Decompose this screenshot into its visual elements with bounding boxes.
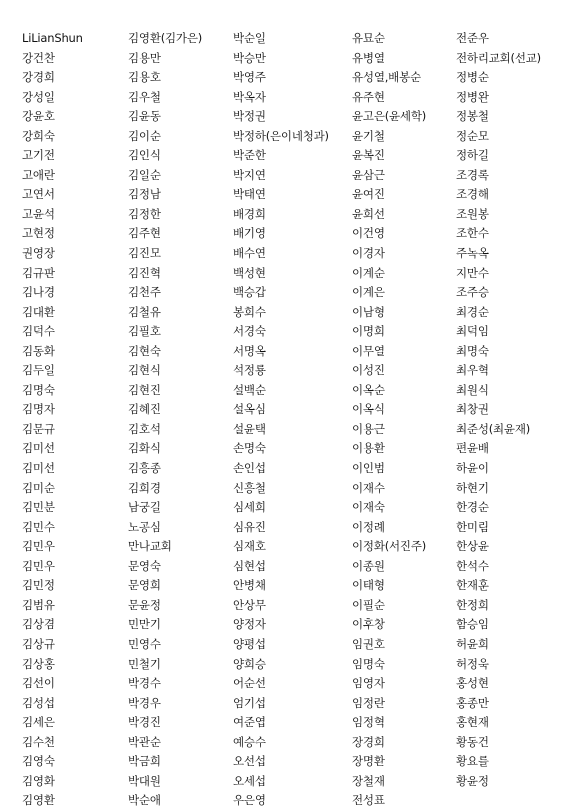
name-cell: 배경희 xyxy=(233,206,266,221)
name-cell: 안병채 xyxy=(233,578,266,593)
name-cell: 이건영 xyxy=(352,226,385,241)
name-cell: 김용호 xyxy=(128,70,161,85)
name-cell: 조주승 xyxy=(456,285,489,300)
name-cell: 이옥순 xyxy=(352,382,385,397)
name-cell: 예승수 xyxy=(233,734,266,749)
name-cell: 이남형 xyxy=(352,304,385,319)
name-cell: 김규판 xyxy=(22,265,55,280)
names-table xyxy=(0,29,565,811)
name-cell: 심세희 xyxy=(233,500,266,515)
name-cell: 문영숙 xyxy=(128,558,161,573)
name-cell: 민만기 xyxy=(128,617,161,632)
name-cell: 배기영 xyxy=(233,226,266,241)
name-cell: 김필호 xyxy=(128,324,161,339)
name-cell: 김진모 xyxy=(128,246,161,261)
name-cell: 양평섭 xyxy=(233,636,266,651)
name-cell: 신흥철 xyxy=(233,480,266,495)
name-cell: 이인범 xyxy=(352,461,385,476)
name-cell: 장경희 xyxy=(352,734,385,749)
name-cell: 양희승 xyxy=(233,656,266,671)
name-cell: 하현기 xyxy=(456,480,489,495)
name-cell: 박승만 xyxy=(233,50,266,65)
name-cell: 이정화(서진주) xyxy=(352,539,427,554)
name-cell: 최원식 xyxy=(456,382,489,397)
name-cell: 김덕수 xyxy=(22,324,55,339)
name-cell: 이재숙 xyxy=(352,500,385,515)
name-cell: 김문규 xyxy=(22,421,55,436)
name-cell: 양정자 xyxy=(233,617,266,632)
name-cell: 김수천 xyxy=(22,734,55,749)
name-cell: 김일순 xyxy=(128,167,161,182)
name-cell: 한재훈 xyxy=(456,578,489,593)
name-cell: 박경우 xyxy=(128,695,161,710)
name-cell: 김민우 xyxy=(22,558,55,573)
name-cell: 오선섭 xyxy=(233,754,266,769)
name-cell: 정병완 xyxy=(456,89,489,104)
name-cell: 이용환 xyxy=(352,441,385,456)
name-cell: 김민분 xyxy=(22,500,55,515)
name-cell: 박경수 xyxy=(128,676,161,691)
name-cell: 우은영 xyxy=(233,793,266,808)
name-cell: 김정남 xyxy=(128,187,161,202)
name-cell: 김정한 xyxy=(128,206,161,221)
name-column-5 xyxy=(456,29,556,811)
name-cell: 임명숙 xyxy=(352,656,385,671)
name-cell: 홍현재 xyxy=(456,715,489,730)
name-cell: 황요를 xyxy=(456,754,489,769)
name-cell: 임정혁 xyxy=(352,715,385,730)
name-cell: 박태연 xyxy=(233,187,266,202)
name-cell: 윤여진 xyxy=(352,187,385,202)
name-cell: 김민우 xyxy=(22,539,55,554)
name-cell: 최준성(최윤재) xyxy=(456,421,531,436)
name-cell: 박순애 xyxy=(128,793,161,808)
name-cell: 황윤정 xyxy=(456,773,489,788)
name-cell: 백성현 xyxy=(233,265,266,280)
name-cell: 하윤이 xyxy=(456,461,489,476)
name-cell: 손명숙 xyxy=(233,441,266,456)
name-cell: 윤희선 xyxy=(352,206,385,221)
name-cell: 백승갑 xyxy=(233,285,266,300)
name-cell: 이필순 xyxy=(352,597,385,612)
name-cell: 임권호 xyxy=(352,636,385,651)
name-cell: 김상규 xyxy=(22,636,55,651)
name-cell: 김범유 xyxy=(22,597,55,612)
name-cell: 김현진 xyxy=(128,382,161,397)
name-cell: 윤고은(윤세학) xyxy=(352,109,427,124)
name-cell: 조한수 xyxy=(456,226,489,241)
name-cell: 손인섭 xyxy=(233,461,266,476)
name-cell: 설백순 xyxy=(233,382,266,397)
name-cell: 이재수 xyxy=(352,480,385,495)
name-cell: 문윤정 xyxy=(128,597,161,612)
name-cell: 이무열 xyxy=(352,343,385,358)
name-column-1 xyxy=(22,29,128,811)
name-cell: 이후창 xyxy=(352,617,385,632)
name-cell: 김철유 xyxy=(128,304,161,319)
name-cell: 김명숙 xyxy=(22,382,55,397)
name-cell: 서명옥 xyxy=(233,343,266,358)
name-cell: 김동화 xyxy=(22,343,55,358)
name-cell: 박준한 xyxy=(233,148,266,163)
name-cell: 장명환 xyxy=(352,754,385,769)
name-cell: 허정욱 xyxy=(456,656,489,671)
name-cell: 고기전 xyxy=(22,148,55,163)
name-cell: 김명자 xyxy=(22,402,55,417)
name-cell: 한석수 xyxy=(456,558,489,573)
name-cell: 김천주 xyxy=(128,285,161,300)
name-cell: 김화식 xyxy=(128,441,161,456)
name-cell: 김상홍 xyxy=(22,656,55,671)
name-cell: 최창권 xyxy=(456,402,489,417)
name-cell: 김대환 xyxy=(22,304,55,319)
name-cell: 박지연 xyxy=(233,167,266,182)
name-cell: 박정하(은이네청과) xyxy=(233,128,329,143)
name-cell: 최경순 xyxy=(456,304,489,319)
name-cell: 홍종만 xyxy=(456,695,489,710)
name-cell: 어순선 xyxy=(233,676,266,691)
name-cell: 박순일 xyxy=(233,31,266,45)
name-cell: 박금희 xyxy=(128,754,161,769)
name-cell: 유주현 xyxy=(352,89,385,104)
name-cell: 권영장 xyxy=(22,246,55,261)
name-cell: 정봉철 xyxy=(456,109,489,124)
name-cell: 함승임 xyxy=(456,617,489,632)
name-cell: 김민수 xyxy=(22,519,55,534)
name-cell: 한정희 xyxy=(456,597,489,612)
name-cell: 김윤동 xyxy=(128,109,161,124)
name-cell: 김현식 xyxy=(128,363,161,378)
name-cell: 정하길 xyxy=(456,148,489,163)
name-cell: 김미순 xyxy=(22,480,55,495)
name-cell: 한미림 xyxy=(456,519,489,534)
name-cell: 김선이 xyxy=(22,676,55,691)
name-cell: 석정룡 xyxy=(233,363,266,378)
name-cell: 김이순 xyxy=(128,128,161,143)
name-cell: 김흥종 xyxy=(128,461,161,476)
name-cell: 김진혁 xyxy=(128,265,161,280)
name-cell: 고애란 xyxy=(22,167,55,182)
name-cell: 이경자 xyxy=(352,246,385,261)
name-cell: LiLianShun xyxy=(22,31,83,45)
name-cell: 김영환(김가은) xyxy=(128,31,203,45)
name-cell: 김미선 xyxy=(22,441,55,456)
name-cell: 김민정 xyxy=(22,578,55,593)
name-cell: 배수연 xyxy=(233,246,266,261)
name-column-4 xyxy=(352,29,456,811)
name-cell: 만나교회 xyxy=(128,539,172,554)
name-cell: 전성표 xyxy=(352,793,385,808)
name-cell: 안상무 xyxy=(233,597,266,612)
name-cell: 조경해 xyxy=(456,187,489,202)
name-cell: 강희숙 xyxy=(22,128,55,143)
name-cell: 김성섭 xyxy=(22,695,55,710)
name-cell: 이성진 xyxy=(352,363,385,378)
name-cell: 이용근 xyxy=(352,421,385,436)
name-cell: 여준엽 xyxy=(233,715,266,730)
name-cell: 유병열 xyxy=(352,50,385,65)
name-cell: 민영수 xyxy=(128,636,161,651)
name-cell: 고연서 xyxy=(22,187,55,202)
name-cell: 김용만 xyxy=(128,50,161,65)
name-cell: 전준우 xyxy=(456,31,489,45)
name-cell: 박정권 xyxy=(233,109,266,124)
name-cell: 문영희 xyxy=(128,578,161,593)
name-cell: 강성일 xyxy=(22,89,55,104)
name-cell: 김영숙 xyxy=(22,754,55,769)
name-cell: 고현정 xyxy=(22,226,55,241)
name-cell: 박옥자 xyxy=(233,89,266,104)
name-cell: 이계순 xyxy=(352,265,385,280)
name-cell: 황동건 xyxy=(456,734,489,749)
name-cell: 김혜진 xyxy=(128,402,161,417)
name-column-3 xyxy=(233,29,352,811)
name-cell: 이명희 xyxy=(352,324,385,339)
name-column-2 xyxy=(128,29,233,811)
name-cell: 설윤택 xyxy=(233,421,266,436)
name-cell: 장철재 xyxy=(352,773,385,788)
name-cell: 김호석 xyxy=(128,421,161,436)
name-cell: 지만수 xyxy=(456,265,489,280)
name-cell: 이옥식 xyxy=(352,402,385,417)
name-cell: 김현숙 xyxy=(128,343,161,358)
name-cell: 김두일 xyxy=(22,363,55,378)
name-cell: 유묘순 xyxy=(352,31,385,45)
name-cell: 윤복진 xyxy=(352,148,385,163)
name-cell: 봉희수 xyxy=(233,304,266,319)
name-cell: 김희경 xyxy=(128,480,161,495)
name-cell: 편윤배 xyxy=(456,441,489,456)
name-cell: 김영화 xyxy=(22,773,55,788)
name-cell: 임정란 xyxy=(352,695,385,710)
name-cell: 한경순 xyxy=(456,500,489,515)
name-cell: 남궁길 xyxy=(128,500,161,515)
name-cell: 정병순 xyxy=(456,70,489,85)
name-cell: 서경숙 xyxy=(233,324,266,339)
name-cell: 윤삼근 xyxy=(352,167,385,182)
name-cell: 심현섭 xyxy=(233,558,266,573)
name-cell: 이태형 xyxy=(352,578,385,593)
name-cell: 조경록 xyxy=(456,167,489,182)
name-cell: 노공심 xyxy=(128,519,161,534)
name-cell: 조원봉 xyxy=(456,206,489,221)
name-cell: 이종원 xyxy=(352,558,385,573)
name-cell: 김상겸 xyxy=(22,617,55,632)
name-cell: 박대원 xyxy=(128,773,161,788)
name-cell: 엄기섭 xyxy=(233,695,266,710)
name-cell: 박영주 xyxy=(233,70,266,85)
name-cell: 전하리교회(선교) xyxy=(456,50,541,65)
name-cell: 한상윤 xyxy=(456,539,489,554)
name-cell: 임영자 xyxy=(352,676,385,691)
name-cell: 허윤희 xyxy=(456,636,489,651)
name-cell: 강윤호 xyxy=(22,109,55,124)
name-cell: 고윤석 xyxy=(22,206,55,221)
name-cell: 김인식 xyxy=(128,148,161,163)
name-cell: 윤기철 xyxy=(352,128,385,143)
name-cell: 최덕임 xyxy=(456,324,489,339)
name-cell: 이계은 xyxy=(352,285,385,300)
name-cell: 김영환 xyxy=(22,793,55,808)
name-cell: 유성열,배봉순 xyxy=(352,70,421,85)
name-cell: 심재호 xyxy=(233,539,266,554)
name-cell: 김나경 xyxy=(22,285,55,300)
name-cell: 심유진 xyxy=(233,519,266,534)
name-cell: 설옥심 xyxy=(233,402,266,417)
name-cell: 민철기 xyxy=(128,656,161,671)
name-cell: 오세섭 xyxy=(233,773,266,788)
name-cell: 김우철 xyxy=(128,89,161,104)
name-cell: 강건찬 xyxy=(22,50,55,65)
name-cell: 홍성현 xyxy=(456,676,489,691)
name-cell: 박관순 xyxy=(128,734,161,749)
name-cell: 최명숙 xyxy=(456,343,489,358)
name-cell: 김세은 xyxy=(22,715,55,730)
name-cell: 김미선 xyxy=(22,461,55,476)
name-cell: 김주현 xyxy=(128,226,161,241)
name-cell: 박경진 xyxy=(128,715,161,730)
name-cell: 강경희 xyxy=(22,70,55,85)
name-cell: 이정례 xyxy=(352,519,385,534)
name-cell: 주녹옥 xyxy=(456,246,489,261)
name-cell: 정순모 xyxy=(456,128,489,143)
name-cell: 최우혁 xyxy=(456,363,489,378)
